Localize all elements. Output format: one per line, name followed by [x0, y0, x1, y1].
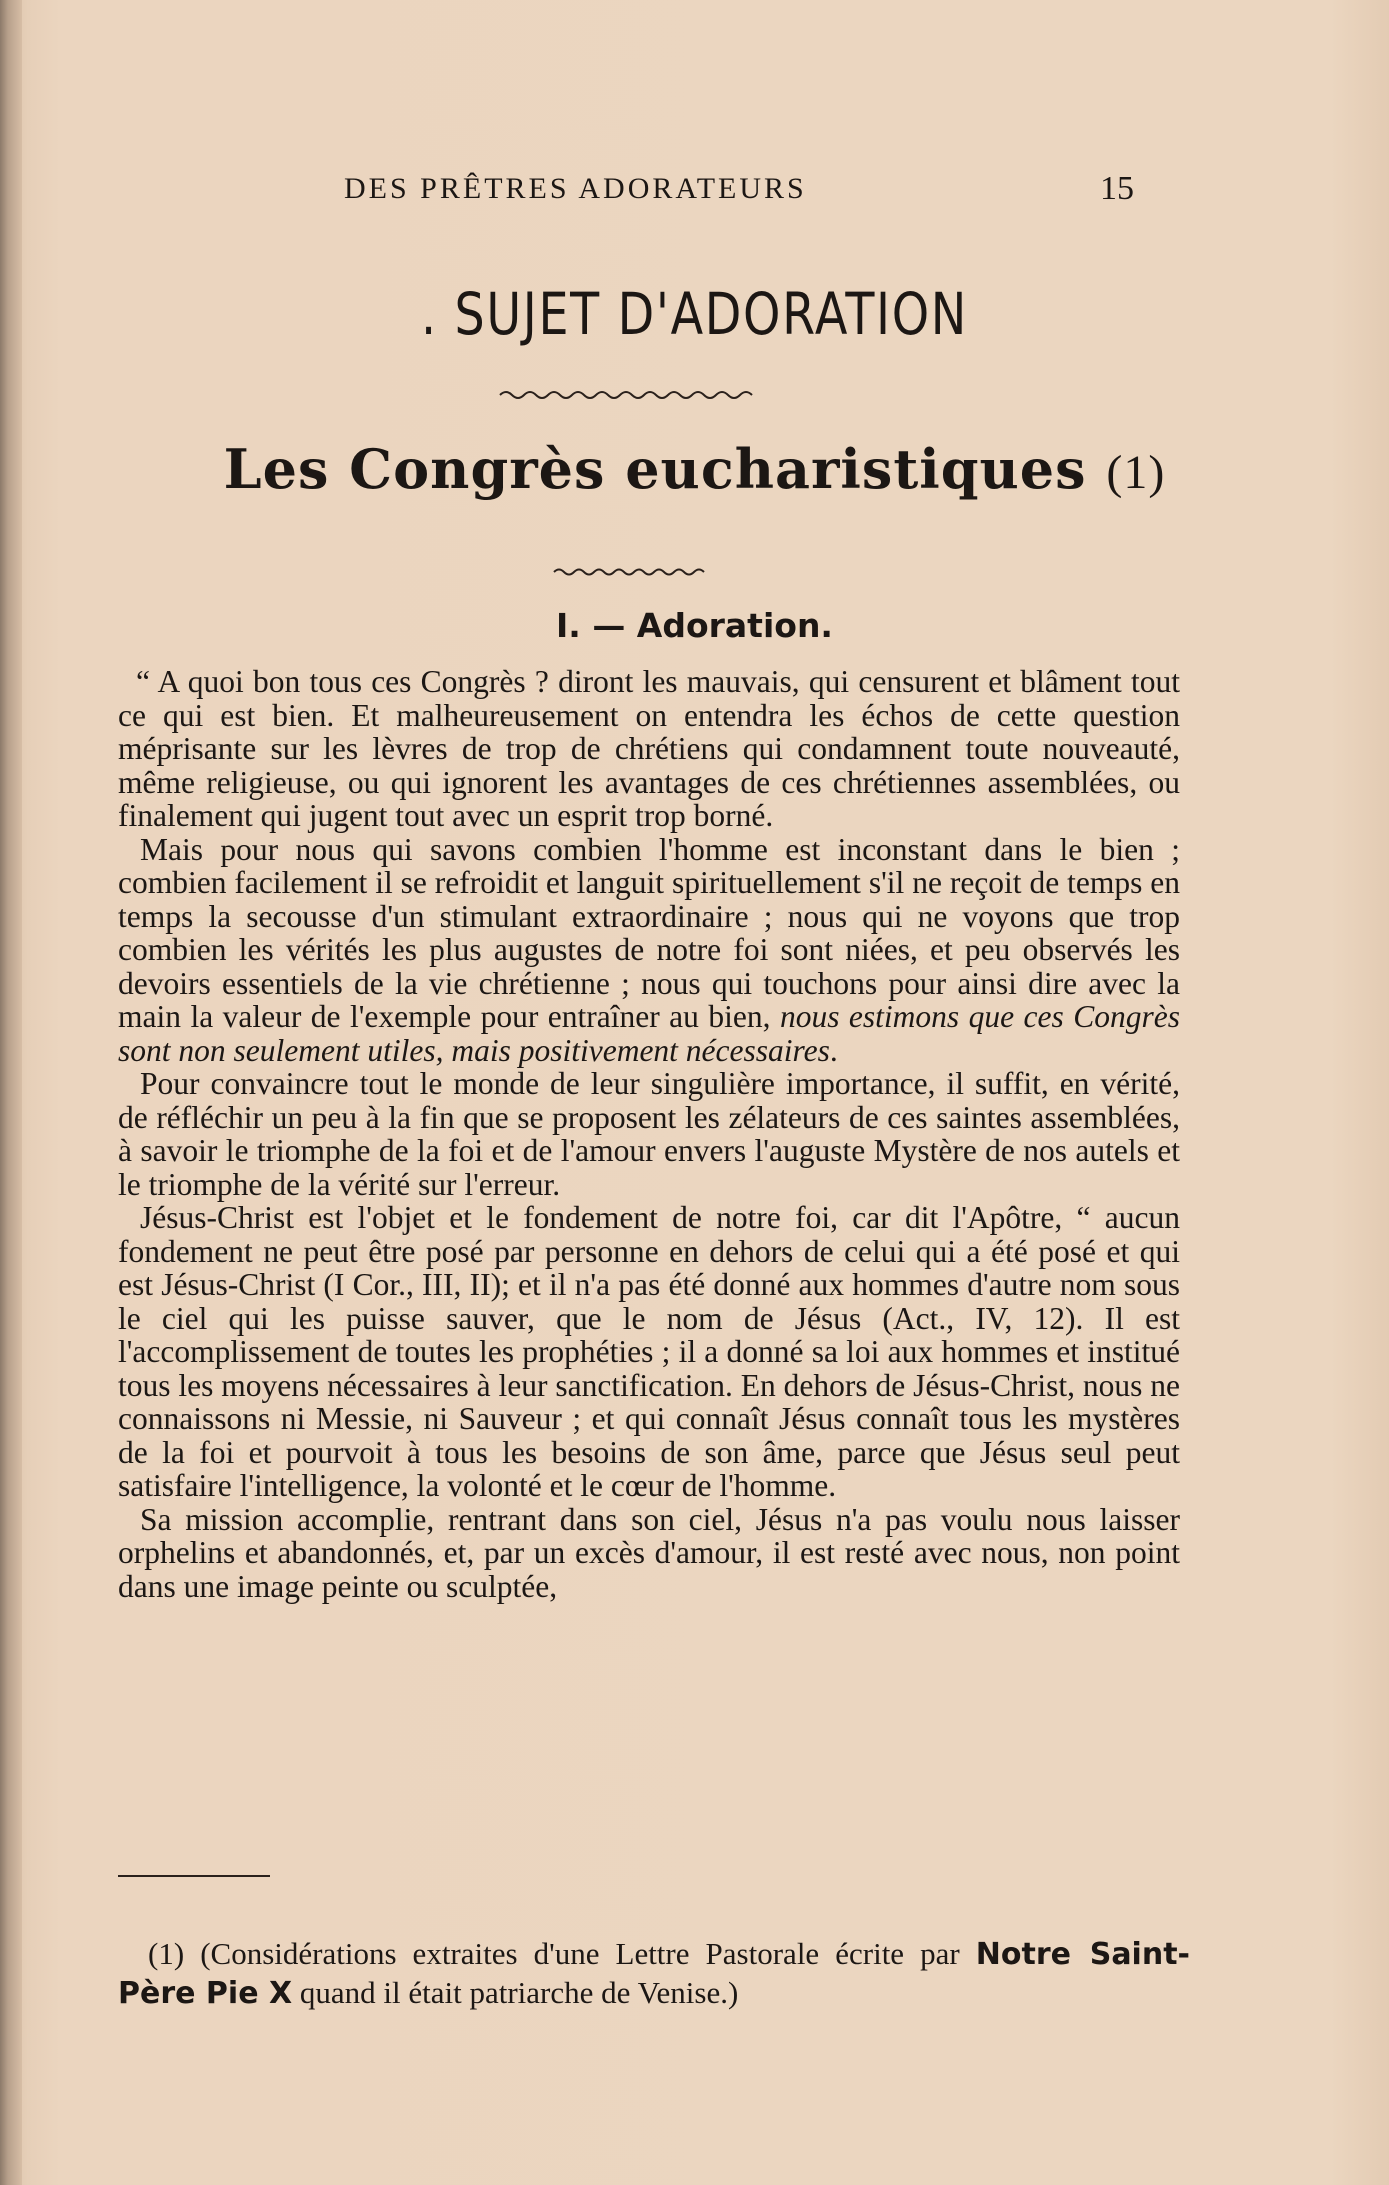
ornament-wave-bottom	[552, 566, 708, 578]
main-title	[0, 437, 1389, 501]
footnote-pope-name: Notre Saint-Père Pie X	[118, 1937, 1190, 2011]
paragraph-2-italic: nous estimons que ces Congrès sont non seulement utiles, mais positivement nécessaires	[118, 999, 1180, 1068]
binding-edge	[0, 0, 22, 2185]
footnote-tail: quand il était patriarche de Venise.)	[299, 1975, 739, 2010]
paragraph-2	[118, 833, 1180, 1068]
paragraph-5: Sa mission accomplie, rentrant dans son ciel, Jésus n'a pas voulu nous laisser orphelins et abandonnés, et, par un excès d'amour, il est resté avec nous, non point dans une image peinte ou sculptée,	[118, 1501, 1180, 1604]
paragraph-4: Jésus-Christ est l'objet et le fondement de notre foi, car dit l'Apôtre, “ aucun fondement ne peut être posé par personne en dehors de celui qui a été posé et qui est Jésus-Christ (I Cor., III, II); et il n'a pas été donné aux hommes d'autre nom sous le ciel qui les puisse sauver, que le nom de Jésus (Act., IV, 12). Il est l'accomplissement de toutes les prophéties ; il a donné sa loi aux hommes et institué tous les moyens nécessaires à leur sanctification. En dehors de Jésus-Christ, nous ne connaissons ni Messie, ni Sauveur ; et qui connaît Jésus connaît tous les mystères de la foi et pourvoit à tous les besoins de son âme, parce que Jésus seul peut satisfaire l'intelligence, la volonté et le cœur de l'homme.	[118, 1200, 1181, 1503]
footnote	[118, 1935, 1190, 2013]
footnote-rule	[118, 1875, 270, 1877]
footnote-reference: (1)	[1106, 446, 1166, 499]
ornament-wave-top	[498, 388, 758, 402]
paragraph-1: “ A quoi bon tous ces Congrès ? diront les mauvais, qui censurent et blâment tout ce qui est bien. Et malheureusement on entendra les échos de cette question méprisante sur les lèvres de trop de chrétiens qui condamnent toute nouveauté, même religieuse, ou qui ignorent les avantages de ces chrétiennes assemblées, ou finalement qui jugent tout avec un esprit trop borné.	[118, 664, 1180, 833]
main-title-text: Les Congrès eucharistiques	[223, 437, 1087, 501]
body-text	[118, 665, 1180, 1603]
paragraph-3: Pour convaincre tout le monde de leur singulière importance, il suffit, en vérité, de réfléchir un peu à la fin que se proposent les zélateurs de ces saintes assemblées, à savoir le triomphe de la foi et de l'amour envers l'auguste Mystère de nos autels et le triomphe de la vérité sur l'erreur.	[118, 1066, 1180, 1202]
footnote-lead: (1) (Considérations extraites d'une Lettre Pastorale écrite par	[148, 1936, 960, 1971]
running-head: DES PRÊTRES ADORATEURS	[344, 172, 807, 205]
subheading: I. — Adoration.	[556, 606, 833, 645]
paragraph-2-text: Mais pour nous qui savons combien l'homme est inconstant dans le bien ; combien facilement il se refroidit et languit spirituellement s'il ne reçoit de temps en temps la secousse d'un stimulant extraordinaire ; nous qui ne voyons que trop combien les vérités les plus augustes de notre foi sont niées, et peu observés les devoirs essentiels de la vie chrétienne ; nous qui touchons pour ainsi dire avec la main la valeur de l'exemple pour entraîner au bien,	[118, 831, 1180, 1034]
section-title: . SUJET D'ADORATION	[421, 280, 968, 348]
page-number: 15	[1100, 170, 1134, 207]
paragraph-2-end: .	[829, 1032, 838, 1068]
